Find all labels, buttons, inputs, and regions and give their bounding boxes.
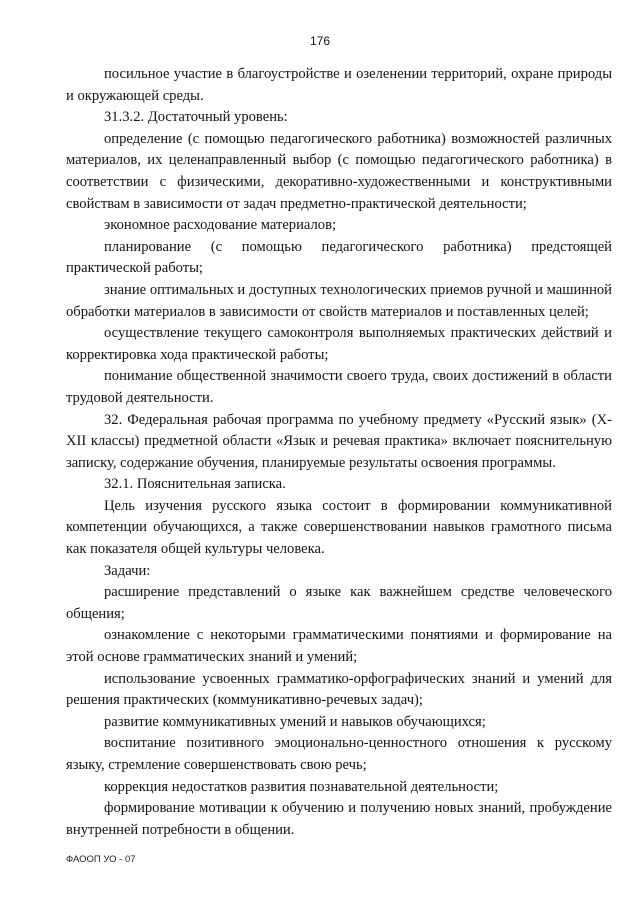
paragraph: расширение представлений о языке как важнейшем средстве человеческого общения; — [66, 584, 612, 622]
paragraph: использование усвоенных грамматико-орфографических знаний и умений для решения практических (коммуникативно-речевых задач); — [66, 670, 612, 709]
paragraph: экономное расходование материалов; — [104, 217, 337, 234]
paragraph: коррекция недостатков развития познавательной деятельности; — [104, 778, 499, 795]
paragraph: Задачи: — [104, 562, 151, 579]
paragraph: воспитание позитивного эмоционально-ценностного отношения к русскому языку, стремление совершенствовать свою речь; — [66, 735, 612, 773]
body-text — [66, 64, 612, 841]
paragraph: осуществление текущего самоконтроля выполняемых практических действий и корректировка хода практической работы; — [66, 325, 612, 363]
footer-doc-code: ФАООП УО - 07 — [66, 854, 136, 865]
section-heading: 32.1. Пояснительная записка. — [104, 476, 286, 493]
page-number: 176 — [309, 34, 331, 48]
paragraph: развитие коммуникативных умений и навыков обучающихся; — [104, 713, 486, 730]
paragraph: 32. Федеральная рабочая программа по учебному предмету «Русский язык» (X-XII классы) предметной области «Язык и речевая практика» включает пояснительную записку, содержание обучения, планируемые результаты освоения программы. — [66, 411, 612, 471]
paragraph: знание оптимальных и доступных технологических приемов ручной и машинной обработки материалов в зависимости от свойств материалов и поставленных целей; — [66, 281, 612, 320]
paragraph: ознакомление с некоторыми грамматическими понятиями и формирование на этой основе грамматических знаний и умений; — [66, 627, 612, 666]
paragraph: определение (с помощью педагогического работника) возможностей различных материалов, их целенаправленный выбор (с помощью педагогического работника) в соответствии с физическими, декоративно-художественными и конструктивными свойствам в зависимости от задач предметно-практической деятельности; — [66, 130, 612, 212]
paragraph: посильное участие в благоустройстве и озеленении территорий, охране природы и окружающей среды. — [66, 66, 612, 104]
section-heading: 31.3.2. Достаточный уровень: — [104, 109, 288, 126]
paragraph: понимание общественной значимости своего труда, своих достижений в области трудовой деятельности. — [66, 368, 612, 406]
paragraph: формирование мотивации к обучению и получению новых знаний, пробуждение внутренней потребности в общении. — [66, 800, 612, 838]
paragraph: планирование (с помощью педагогического работника) предстоящей практической работы; — [66, 238, 612, 277]
paragraph: Цель изучения русского языка состоит в формировании коммуникативной компетенции обучающихся, а также совершенствовании навыков грамотного письма как показателя общей культуры человека. — [66, 497, 612, 558]
